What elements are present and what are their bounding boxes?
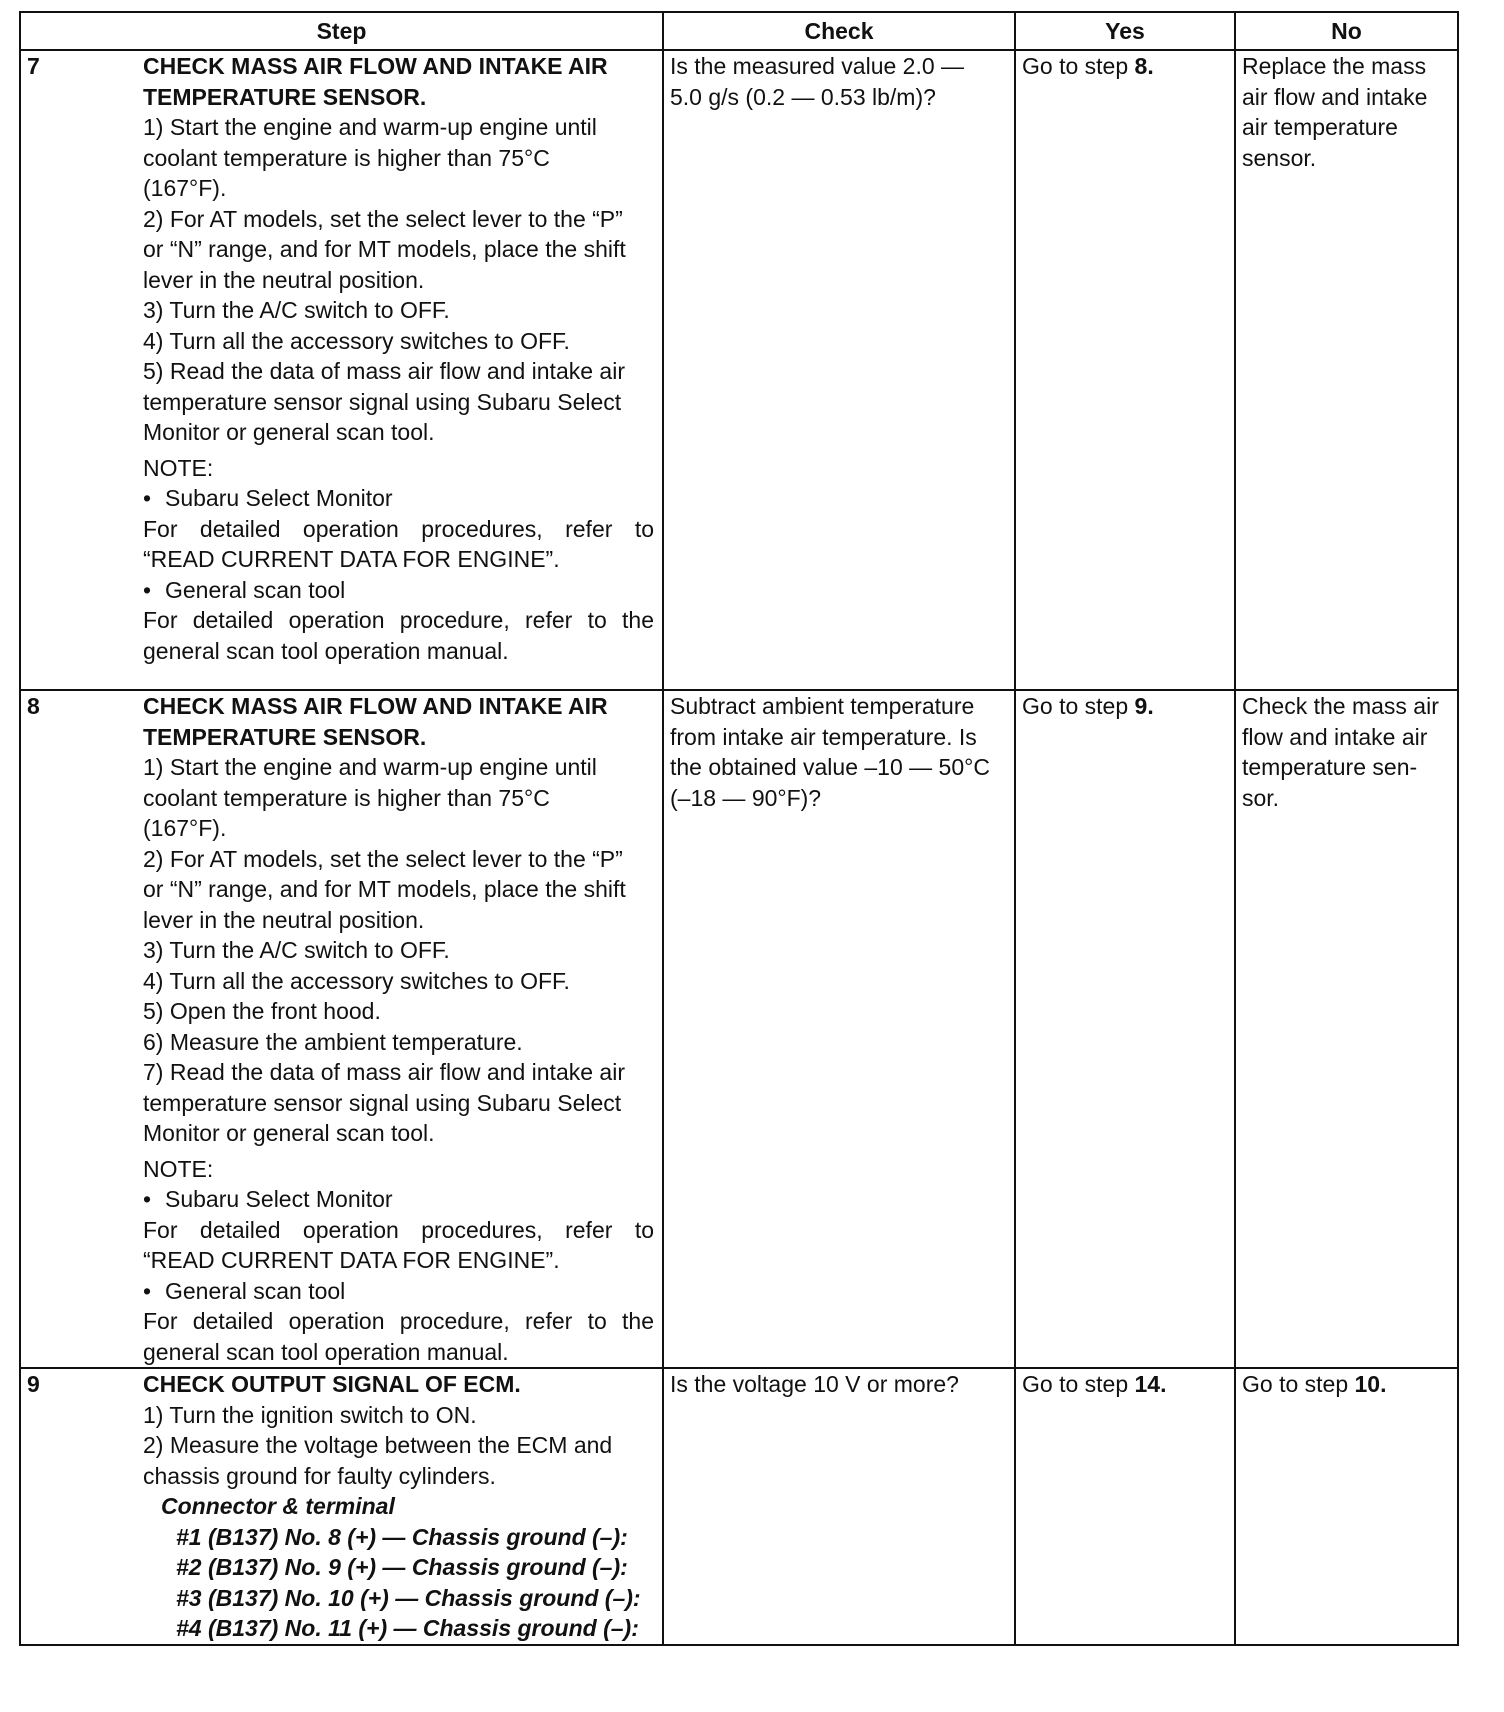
connector-terminal: #1 (B137) No. 8 (+) — Chassis ground (–):: [176, 1523, 628, 1550]
connector-terminal: #4 (B137) No. 11 (+) — Chassis ground (–):: [176, 1615, 639, 1641]
step-line: temperature sensor signal using Subaru Select: [143, 388, 622, 415]
no-cell: [1235, 1368, 1458, 1645]
header-no: No: [1235, 12, 1458, 50]
step-line: Monitor or general scan tool.: [143, 1120, 435, 1146]
bullet-label: General scan tool: [165, 1277, 346, 1304]
no-cell: [1235, 690, 1458, 1368]
check-line: 5.0 g/s (0.2 — 0.53 lb/m)?: [670, 83, 936, 110]
connector-terminal: #2 (B137) No. 9 (+) — Chassis ground (–):: [176, 1554, 628, 1580]
step-line: lever in the neutral position.: [143, 266, 425, 293]
yes-step-ref: 9: [1134, 693, 1148, 719]
no-line: Check the mass air: [1242, 693, 1439, 719]
step-line: 2) Measure the voltage between the ECM and: [143, 1432, 613, 1458]
check-line: Is the measured value 2.0 —: [670, 53, 965, 79]
bullet-item: [143, 1276, 654, 1307]
bullet-dot-icon: •: [143, 1186, 152, 1212]
step-line: (167°F).: [143, 175, 227, 201]
step-line: lever in the neutral position.: [143, 906, 425, 933]
step-line: or “N” range, and for MT models, place the shift: [143, 236, 626, 262]
step-number: 8: [27, 693, 40, 719]
step-line: coolant temperature is higher than 75°C: [143, 144, 550, 171]
note-text: general scan tool operation manual.: [143, 637, 509, 664]
step-line: or “N” range, and for MT models, place the shift: [143, 876, 626, 902]
bullet-dot-icon: •: [143, 485, 152, 511]
yes-suffix: .: [1147, 693, 1154, 719]
no-line: air temperature: [1242, 114, 1398, 140]
header-yes: Yes: [1015, 12, 1235, 50]
connector-terminal: #3 (B137) No. 10 (+) — Chassis ground (–):: [176, 1584, 641, 1611]
yes-step-ref: 14: [1134, 1371, 1161, 1397]
note-text: For detailed operation procedure, refer to the: [143, 607, 654, 633]
step-line: 1) Turn the ignition switch to ON.: [143, 1401, 477, 1428]
step-title: CHECK MASS AIR FLOW AND INTAKE AIR: [143, 693, 608, 719]
step-number: 7: [27, 53, 40, 79]
check-line: the obtained value –10 — 50°C: [670, 754, 990, 780]
yes-suffix: .: [1160, 1371, 1167, 1397]
step-number: 9: [27, 1371, 40, 1397]
note-text: For detailed operation procedure, refer to the: [143, 1308, 654, 1334]
step-cell: [20, 690, 663, 1368]
step-line: 6) Measure the ambient temperature.: [143, 1028, 523, 1055]
step-line: 4) Turn all the accessory switches to OFF.: [143, 967, 570, 994]
table-row-step-9: [20, 1368, 1458, 1645]
header-step: Step: [20, 12, 663, 50]
step-title: TEMPERATURE SENSOR.: [143, 723, 427, 750]
connector-heading: Connector & terminal: [161, 1493, 395, 1519]
check-cell: [663, 690, 1015, 1368]
step-line: (167°F).: [143, 815, 227, 841]
step-title: CHECK MASS AIR FLOW AND INTAKE AIR: [143, 53, 608, 79]
check-line: Is the voltage 10 V or more?: [670, 1371, 959, 1397]
diagnostic-table: [19, 11, 1459, 1646]
no-prefix: Go to step: [1242, 1371, 1355, 1397]
no-line: air flow and intake: [1242, 83, 1428, 110]
no-cell: [1235, 50, 1458, 690]
check-line: Subtract ambient temperature: [670, 693, 975, 719]
note-text: general scan tool operation manual.: [143, 1338, 509, 1365]
header-row: [20, 12, 1458, 50]
yes-cell: [1015, 50, 1235, 690]
no-line: flow and intake air: [1242, 723, 1428, 750]
bullet-item: [143, 575, 654, 606]
step-line: 7) Read the data of mass air flow and intake air: [143, 1059, 625, 1085]
no-step-ref: 10: [1354, 1371, 1381, 1397]
no-line: temperature sen-: [1242, 754, 1418, 780]
note-text: “READ CURRENT DATA FOR ENGINE”.: [143, 1247, 560, 1273]
bullet-label: Subaru Select Monitor: [165, 1186, 393, 1212]
check-cell: [663, 50, 1015, 690]
step-line: 4) Turn all the accessory switches to OFF.: [143, 327, 570, 354]
step-line: 3) Turn the A/C switch to OFF.: [143, 937, 450, 963]
yes-prefix: Go to step: [1022, 693, 1135, 719]
note-text: For detailed operation procedures, refer to: [143, 1216, 654, 1243]
step-line: 1) Start the engine and warm-up engine until: [143, 754, 597, 780]
no-suffix: .: [1380, 1371, 1387, 1397]
bullet-label: Subaru Select Monitor: [165, 485, 393, 511]
step-line: coolant temperature is higher than 75°C: [143, 784, 550, 811]
bullet-item: [143, 483, 654, 514]
step-line: 5) Read the data of mass air flow and intake air: [143, 358, 625, 384]
yes-cell: [1015, 1368, 1235, 1645]
step-line: Monitor or general scan tool.: [143, 419, 435, 445]
check-line: (–18 — 90°F)?: [670, 784, 822, 811]
step-title: CHECK OUTPUT SIGNAL OF ECM.: [143, 1371, 521, 1397]
table-row-step-7: [20, 50, 1458, 690]
step-line: 2) For AT models, set the select lever to the “P”: [143, 845, 623, 872]
note-label: NOTE:: [143, 454, 214, 481]
step-line: 5) Open the front hood.: [143, 998, 381, 1024]
step-line: 3) Turn the A/C switch to OFF.: [143, 297, 450, 323]
step-title: TEMPERATURE SENSOR.: [143, 83, 427, 110]
no-line: Replace the mass: [1242, 53, 1427, 79]
step-line: chassis ground for faulty cylinders.: [143, 1462, 496, 1489]
yes-step-ref: 8: [1134, 53, 1148, 79]
step-line: 1) Start the engine and warm-up engine until: [143, 114, 597, 140]
check-cell: [663, 1368, 1015, 1645]
step-body: [143, 51, 656, 666]
step-body: [143, 1369, 656, 1644]
step-cell: [20, 50, 663, 690]
check-line: from intake air temperature. Is: [670, 723, 977, 750]
bullet-dot-icon: •: [143, 1277, 152, 1304]
note-label: NOTE:: [143, 1155, 214, 1182]
step-body: [143, 691, 656, 1367]
table-row-step-8: [20, 690, 1458, 1368]
step-cell: [20, 1368, 663, 1645]
no-line: sensor.: [1242, 144, 1317, 171]
step-line: temperature sensor signal using Subaru Select: [143, 1089, 622, 1116]
bullet-dot-icon: •: [143, 576, 152, 603]
yes-cell: [1015, 690, 1235, 1368]
note-text: For detailed operation procedures, refer to: [143, 515, 654, 542]
step-line: 2) For AT models, set the select lever to the “P”: [143, 205, 623, 232]
bullet-label: General scan tool: [165, 576, 346, 603]
yes-prefix: Go to step: [1022, 53, 1135, 79]
yes-prefix: Go to step: [1022, 1371, 1135, 1397]
no-line: sor.: [1242, 784, 1280, 811]
header-check: Check: [663, 12, 1015, 50]
bullet-item: [143, 1184, 654, 1215]
yes-suffix: .: [1147, 53, 1154, 79]
note-text: “READ CURRENT DATA FOR ENGINE”.: [143, 546, 560, 572]
